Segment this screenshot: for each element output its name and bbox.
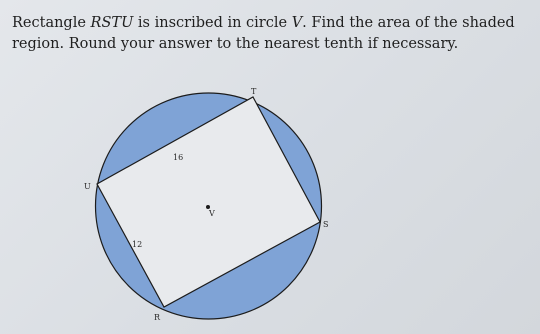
label-v: V xyxy=(209,209,215,218)
question-part-3: . Find the area of the shaded region. Round your answer to the nearest tenth if necessary. xyxy=(12,15,515,52)
side-length-top: 16 xyxy=(173,153,184,162)
question-part-1: Rectangle xyxy=(12,15,91,31)
label-u: U xyxy=(84,182,91,191)
rectangle-name: RSTU xyxy=(90,15,134,31)
label-t: T xyxy=(251,87,257,96)
label-r: R xyxy=(154,313,161,322)
circle-name: V xyxy=(291,15,303,31)
side-length-left: 12 xyxy=(132,240,143,249)
question-part-2: is inscribed in circle xyxy=(133,15,292,31)
label-s: S xyxy=(323,220,329,229)
